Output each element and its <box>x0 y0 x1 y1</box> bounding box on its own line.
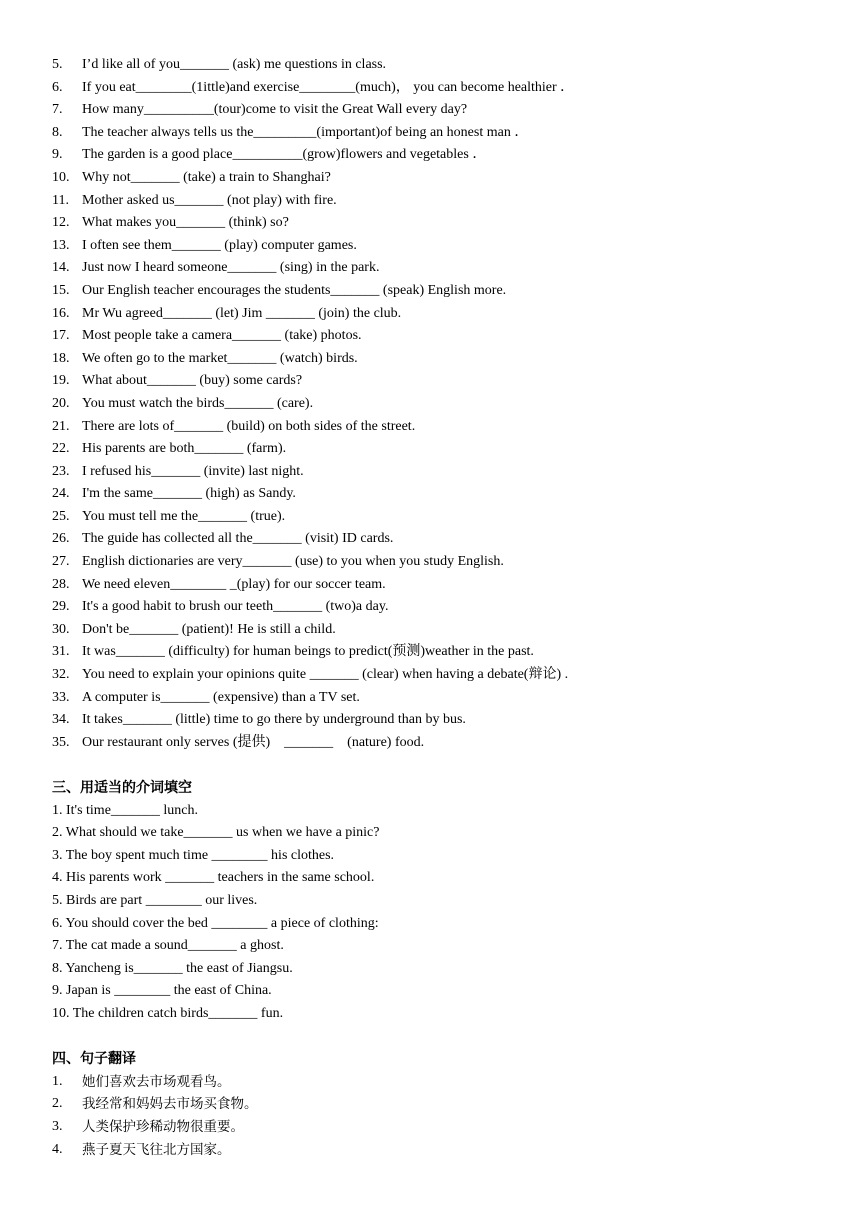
question-number: 27. <box>52 554 70 570</box>
question-number: 12. <box>52 215 70 231</box>
question-text: I often see them_______ (play) computer games. <box>82 237 357 253</box>
question-text: The garden is a good place__________(grow)flowers and vegetables ． <box>82 147 487 163</box>
question-text: What about_______ (buy) some cards? <box>82 373 303 389</box>
question-item <box>0 99 860 122</box>
question-item <box>0 574 860 597</box>
question-text: The teacher always tells us the_________(important)of being an honest man ． <box>82 124 529 140</box>
question-number: 11. <box>52 192 69 208</box>
question-text: It takes_______ (little) time to go there by underground than by bus. <box>82 712 466 728</box>
question-item <box>0 687 860 710</box>
question-item <box>0 416 860 439</box>
section-three-list <box>0 800 860 1026</box>
question-number: 7. <box>52 102 63 118</box>
question-item: 8. Yancheng is_______ the east of Jiangsu. <box>52 960 293 976</box>
question-number: 16. <box>52 305 70 321</box>
question-number: 25. <box>52 508 70 524</box>
question-text: His parents are both_______ (farm). <box>82 441 287 457</box>
question-item <box>0 167 860 190</box>
question-text: I refused his_______ (invite) last night. <box>82 463 304 479</box>
question-number: 20. <box>52 395 70 411</box>
question-number: 1. <box>52 1073 63 1089</box>
question-text: Just now I heard someone_______ (sing) in the park. <box>82 260 380 276</box>
question-item <box>0 325 860 348</box>
question-number: 10. <box>52 169 70 185</box>
question-text: I’d like all of you_______ (ask) me questions in class. <box>82 57 387 72</box>
question-text: We need eleven________ _(play) for our soccer team. <box>82 576 386 592</box>
question-item: 6. You should cover the bed ________ a piece of clothing: <box>52 915 379 931</box>
question-text: 人类保护珍稀动物很重要。 <box>82 1118 244 1135</box>
question-text: English dictionaries are very_______ (use) to you when you study English. <box>82 554 504 570</box>
question-item <box>0 506 860 529</box>
question-number: 2. <box>52 1096 63 1112</box>
question-number: 9. <box>52 147 63 163</box>
question-number: 3. <box>52 1118 63 1134</box>
question-item <box>0 303 860 326</box>
question-text: I'm the same_______ (high) as Sandy. <box>82 486 296 502</box>
question-item <box>0 619 860 642</box>
question-item <box>0 596 860 619</box>
question-item <box>0 641 860 664</box>
question-text: The guide has collected all the_______ (visit) ID cards. <box>82 531 394 547</box>
question-item <box>0 1116 860 1139</box>
question-item <box>0 664 860 687</box>
section-four-list <box>0 1071 860 1161</box>
question-number: 8. <box>52 124 63 140</box>
question-item <box>0 709 860 732</box>
question-number: 32. <box>52 667 70 683</box>
question-number: 21. <box>52 418 70 434</box>
question-text: Mr Wu agreed_______ (let) Jim _______ (join) the club. <box>82 305 402 321</box>
question-item <box>0 438 860 461</box>
question-text: Why not_______ (take) a train to Shanghai? <box>82 169 331 185</box>
question-number: 31. <box>52 644 70 660</box>
section-four-title: 四、句子翻译 <box>52 1051 136 1068</box>
question-item <box>0 393 860 416</box>
question-text: You need to explain your opinions quite _______ (clear) when having a debate(辩论) . <box>82 667 569 683</box>
question-item: 4. His parents work _______ teachers in the same school. <box>52 870 375 886</box>
question-text: If you eat________(1ittle)and exercise________(much)， you can become healthier ． <box>82 79 575 95</box>
question-item <box>0 370 860 393</box>
question-item <box>0 528 860 551</box>
question-number: 18. <box>52 350 70 366</box>
worksheet-page <box>0 54 860 1161</box>
question-item <box>0 483 860 506</box>
question-item <box>0 461 860 484</box>
question-item <box>0 1071 860 1094</box>
question-text: It was_______ (difficulty) for human beings to predict(预测)weather in the past. <box>82 644 534 660</box>
question-text: A computer is_______ (expensive) than a TV set. <box>82 689 360 705</box>
question-text: 她们喜欢去市场观看鸟。 <box>82 1073 231 1090</box>
question-number: 34. <box>52 712 70 728</box>
question-number: 6. <box>52 79 63 95</box>
question-item: 10. The children catch birds_______ fun. <box>52 1005 284 1021</box>
question-number: 33. <box>52 689 70 705</box>
question-item <box>0 190 860 213</box>
question-item: 2. What should we take_______ us when we have a pinic? <box>52 825 380 841</box>
question-number: 29. <box>52 599 70 615</box>
question-text: Most people take a camera_______ (take) photos. <box>82 328 362 344</box>
question-text: Our restaurant only serves (提供) _______ (nature) food. <box>82 734 425 750</box>
question-number: 22. <box>52 441 70 457</box>
question-number: 19. <box>52 373 70 389</box>
question-text: Don't be_______ (patient)! He is still a child. <box>82 621 336 637</box>
question-text: You must watch the birds_______ (care). <box>82 395 314 411</box>
question-text: Our English teacher encourages the students_______ (speak) English more. <box>82 282 507 298</box>
question-item <box>0 1139 860 1162</box>
question-item <box>0 348 860 371</box>
question-item: 3. The boy spent much time ________ his clothes. <box>52 847 335 863</box>
question-text: 燕子夏天飞往北方国家。 <box>82 1141 231 1158</box>
question-number: 4. <box>52 1141 63 1157</box>
section-three-title: 三、用适当的介词填空 <box>52 780 192 796</box>
question-number: 14. <box>52 260 70 276</box>
question-text: What makes you_______ (think) so? <box>82 215 289 231</box>
section-two-list <box>0 54 860 754</box>
question-number: 30. <box>52 621 70 637</box>
question-number: 17. <box>52 328 70 344</box>
question-item <box>0 122 860 145</box>
question-item: 9. Japan is ________ the east of China. <box>52 983 272 999</box>
question-text: There are lots of_______ (build) on both sides of the street. <box>82 418 416 434</box>
question-number: 28. <box>52 576 70 592</box>
question-number: 35. <box>52 734 70 750</box>
question-text: You must tell me the_______ (true). <box>82 508 286 524</box>
question-item <box>0 732 860 755</box>
question-number: 24. <box>52 486 70 502</box>
question-item: 1. It's time_______ lunch. <box>52 802 199 818</box>
question-item: 5. Birds are part ________ our lives. <box>52 892 258 908</box>
question-item <box>0 235 860 258</box>
question-item <box>0 280 860 303</box>
question-text: 我经常和妈妈去市场买食物。 <box>82 1096 258 1113</box>
question-item <box>0 144 860 167</box>
question-number: 26. <box>52 531 70 547</box>
question-text: We often go to the market_______ (watch) birds. <box>82 350 358 366</box>
question-item <box>0 1093 860 1116</box>
question-number: 15. <box>52 282 70 298</box>
question-text: How many__________(tour)come to visit the Great Wall every day? <box>82 102 468 118</box>
question-number: 5. <box>52 57 63 72</box>
question-text: Mother asked us_______ (not play) with fire. <box>82 192 337 208</box>
question-number: 13. <box>52 237 70 253</box>
question-item <box>0 257 860 280</box>
question-item <box>0 551 860 574</box>
question-number: 23. <box>52 463 70 479</box>
question-item <box>0 54 860 77</box>
question-item: 7. The cat made a sound_______ a ghost. <box>52 938 284 954</box>
question-item <box>0 212 860 235</box>
question-text: It's a good habit to brush our teeth_______ (two)a day. <box>82 599 389 615</box>
question-item <box>0 77 860 100</box>
